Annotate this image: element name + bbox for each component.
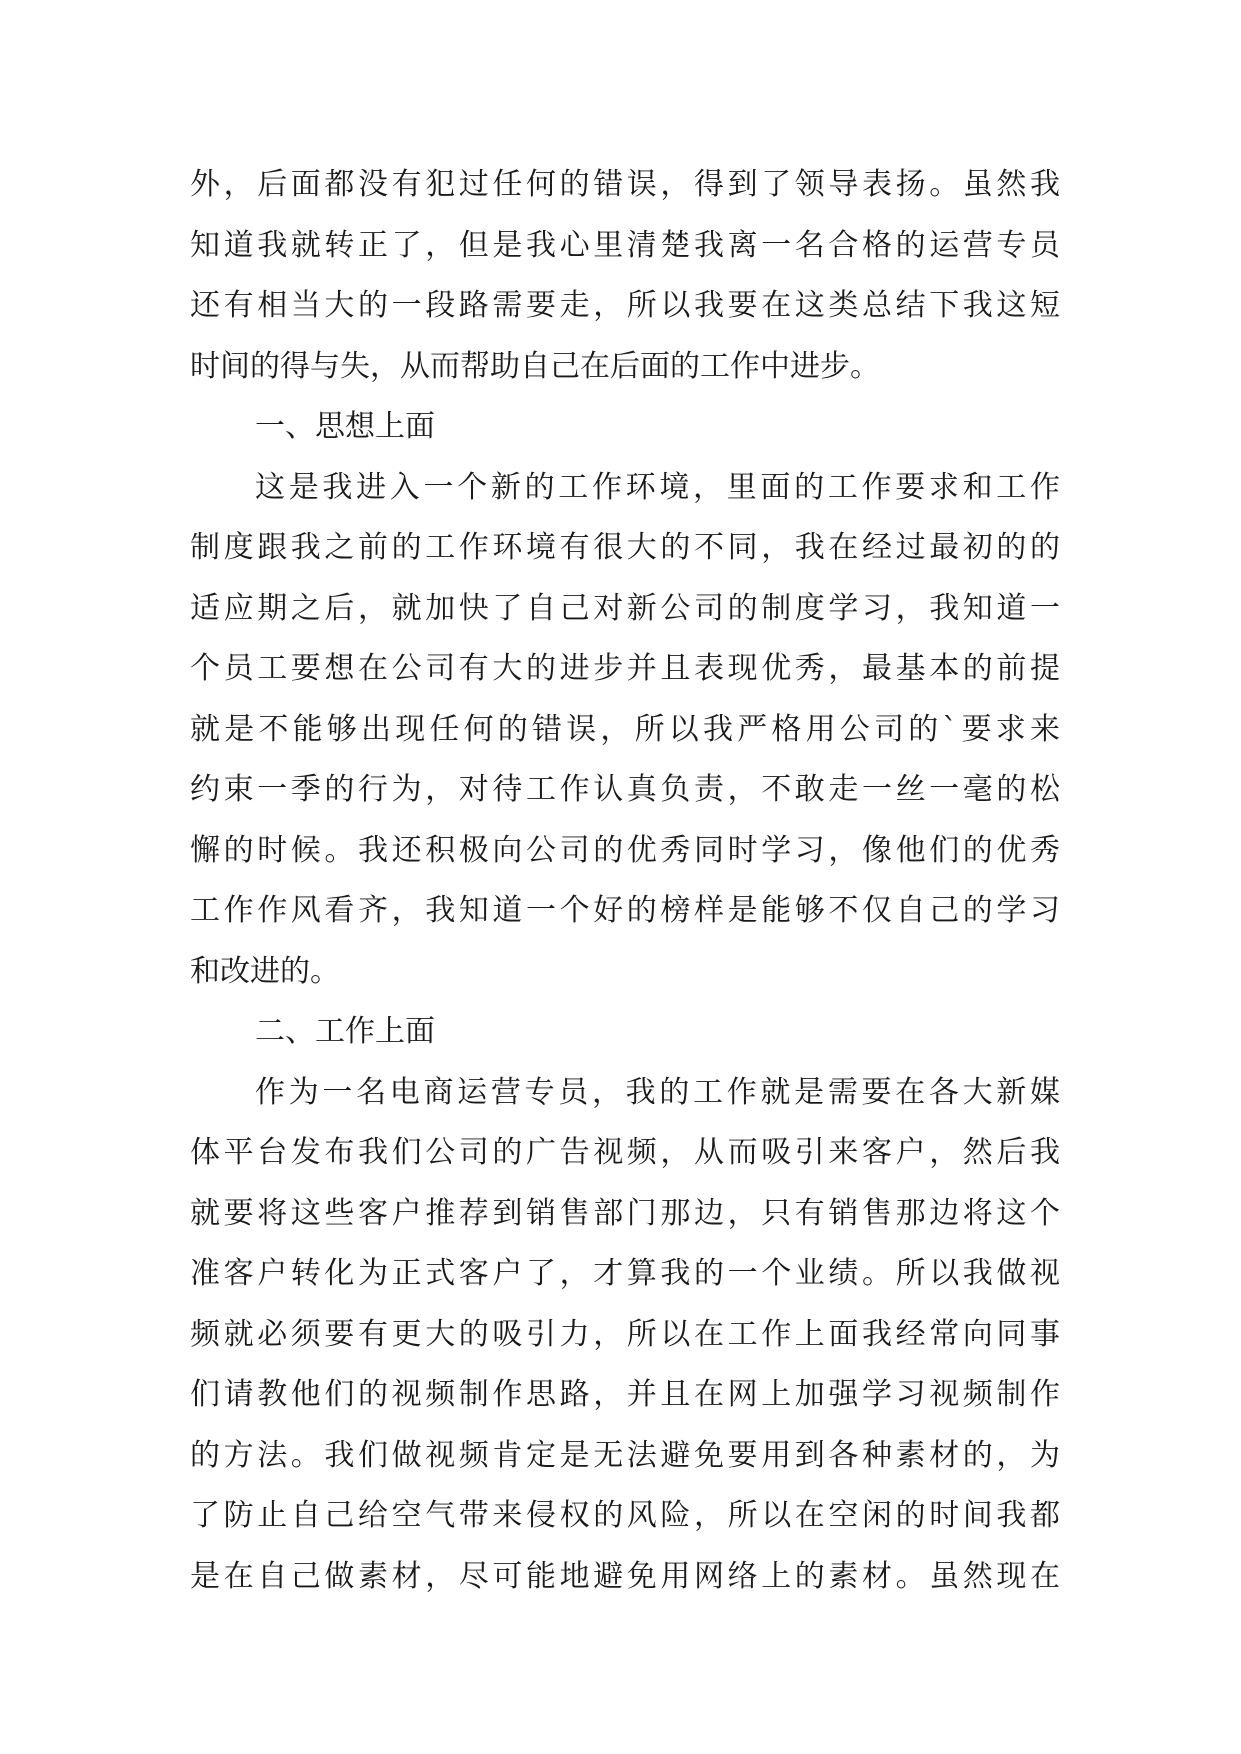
text-line: 外，后面都没有犯过任何的错误，得到了领导表扬。虽然我 [190,167,1060,202]
paragraph-first-line: 作为一名电商运营专员，我的工作就是需要在各大新媒 [255,1074,1060,1110]
text-line: 就要将这些客户推荐到销售部门那边，只有销售那边将这个 [190,1195,1060,1231]
text-line: 就是不能够出现任何的错误，所以我严格用公司的`要求来 [190,711,1060,747]
text-line: 知道我就转正了，但是我心里清楚我离一名合格的运营专员 [190,227,1060,263]
text-line: 适应期之后，就加快了自己对新公司的制度学习，我知道一 [190,590,1060,626]
text-line: 时间的得与失，从而帮助自己在后面的工作中进步。 [190,348,880,384]
text-line: 了防止自己给空气带来侵权的风险，所以在空闲的时间我都 [190,1498,1060,1533]
text-line: 频就必须要有更大的吸引力，所以在工作上面我经常向同事 [190,1316,1060,1352]
text-line: 工作作风看齐，我知道一个好的榜样是能够不仅自己的学习 [190,893,1060,928]
text-line: 体平台发布我们公司的广告视频，从而吸引来客户，然后我 [190,1135,1060,1170]
text-line: 准客户转化为正式客户了，才算我的一个业绩。所以我做视 [190,1256,1060,1291]
text-line: 和改进的。 [190,953,340,989]
section-heading: 一、思想上面 [255,409,435,444]
paragraph-first-line: 这是我进入一个新的工作环境，里面的工作要求和工作 [255,469,1060,505]
text-line: 的方法。我们做视频肯定是无法避免要用到各种素材的，为 [190,1437,1060,1473]
text-line: 懈的时候。我还积极向公司的优秀同时学习，像他们的优秀 [190,832,1060,868]
text-line: 还有相当大的一段路需要走，所以我要在这类总结下我这短 [190,288,1060,323]
section-heading: 二、工作上面 [255,1014,435,1049]
text-line: 们请教他们的视频制作思路，并且在网上加强学习视频制作 [190,1377,1060,1412]
text-line: 制度跟我之前的工作环境有很大的不同，我在经过最初的的 [190,530,1060,565]
text-line: 是在自己做素材，尽可能地避免用网络上的素材。虽然现在 [190,1558,1060,1594]
text-line: 个员工要想在公司有大的进步并且表现优秀，最基本的前提 [190,651,1060,686]
text-line: 约束一季的行为，对待工作认真负责，不敢走一丝一毫的松 [190,772,1060,807]
body-text [190,155,1060,1607]
